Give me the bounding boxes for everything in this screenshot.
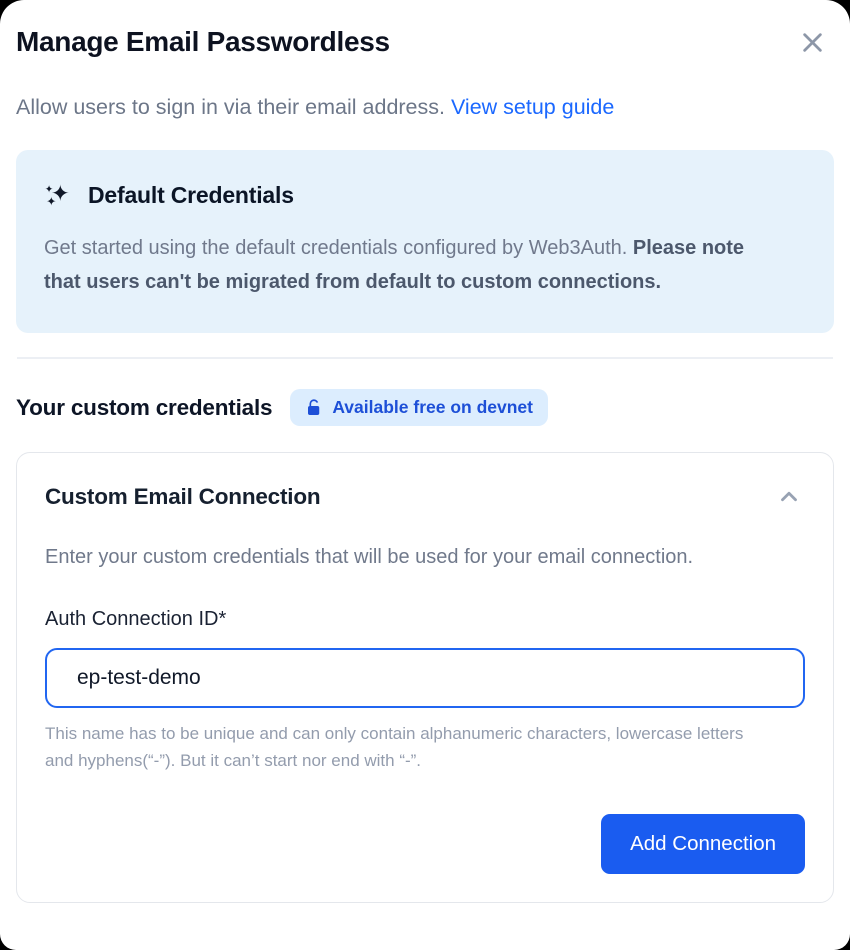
field-helper-text: This name has to be unique and can only contain alphanumeric characters, lowercase letters and hyphens(“-”). But it can’t start nor end with “-”. [45,724,744,771]
custom-email-connection-card [16,452,834,903]
close-button[interactable] [796,26,828,58]
default-credentials-note: Please note that users can't be migrated from default to custom connections. [44,237,745,294]
modal-header [16,24,834,58]
card-title: Custom Email Connection [45,484,321,510]
devnet-badge-label: Available free on devnet [332,397,533,418]
default-credentials-panel [16,150,834,333]
default-credentials-title: Default Credentials [88,182,294,209]
page-title: Manage Email Passwordless [16,26,390,57]
view-setup-guide-link[interactable]: View setup guide [450,95,615,120]
close-icon [799,29,826,56]
auth-connection-id-input[interactable] [45,648,805,708]
modal-subtitle [16,94,834,122]
devnet-badge [290,389,548,426]
default-credentials-header [44,182,806,209]
custom-credentials-heading: Your custom credentials [16,394,273,420]
section-divider [17,357,833,359]
sparkles-icon [44,182,71,209]
auth-connection-id-label: Auth Connection ID* [45,608,227,631]
chevron-up-icon [776,484,802,510]
subtitle-text: Allow users to sign in via their email address. [16,95,445,120]
default-credentials-description [44,231,774,299]
default-credentials-text: Get started using the default credentials configured by Web3Auth. [44,237,633,260]
lock-icon [305,398,323,417]
card-footer [45,814,805,874]
custom-credentials-section-header [16,389,834,426]
card-description: Enter your custom credentials that will be used for your email connection. [45,546,694,569]
collapse-button[interactable] [775,483,803,511]
card-header[interactable] [45,483,805,511]
add-connection-button[interactable]: Add Connection [601,814,805,874]
